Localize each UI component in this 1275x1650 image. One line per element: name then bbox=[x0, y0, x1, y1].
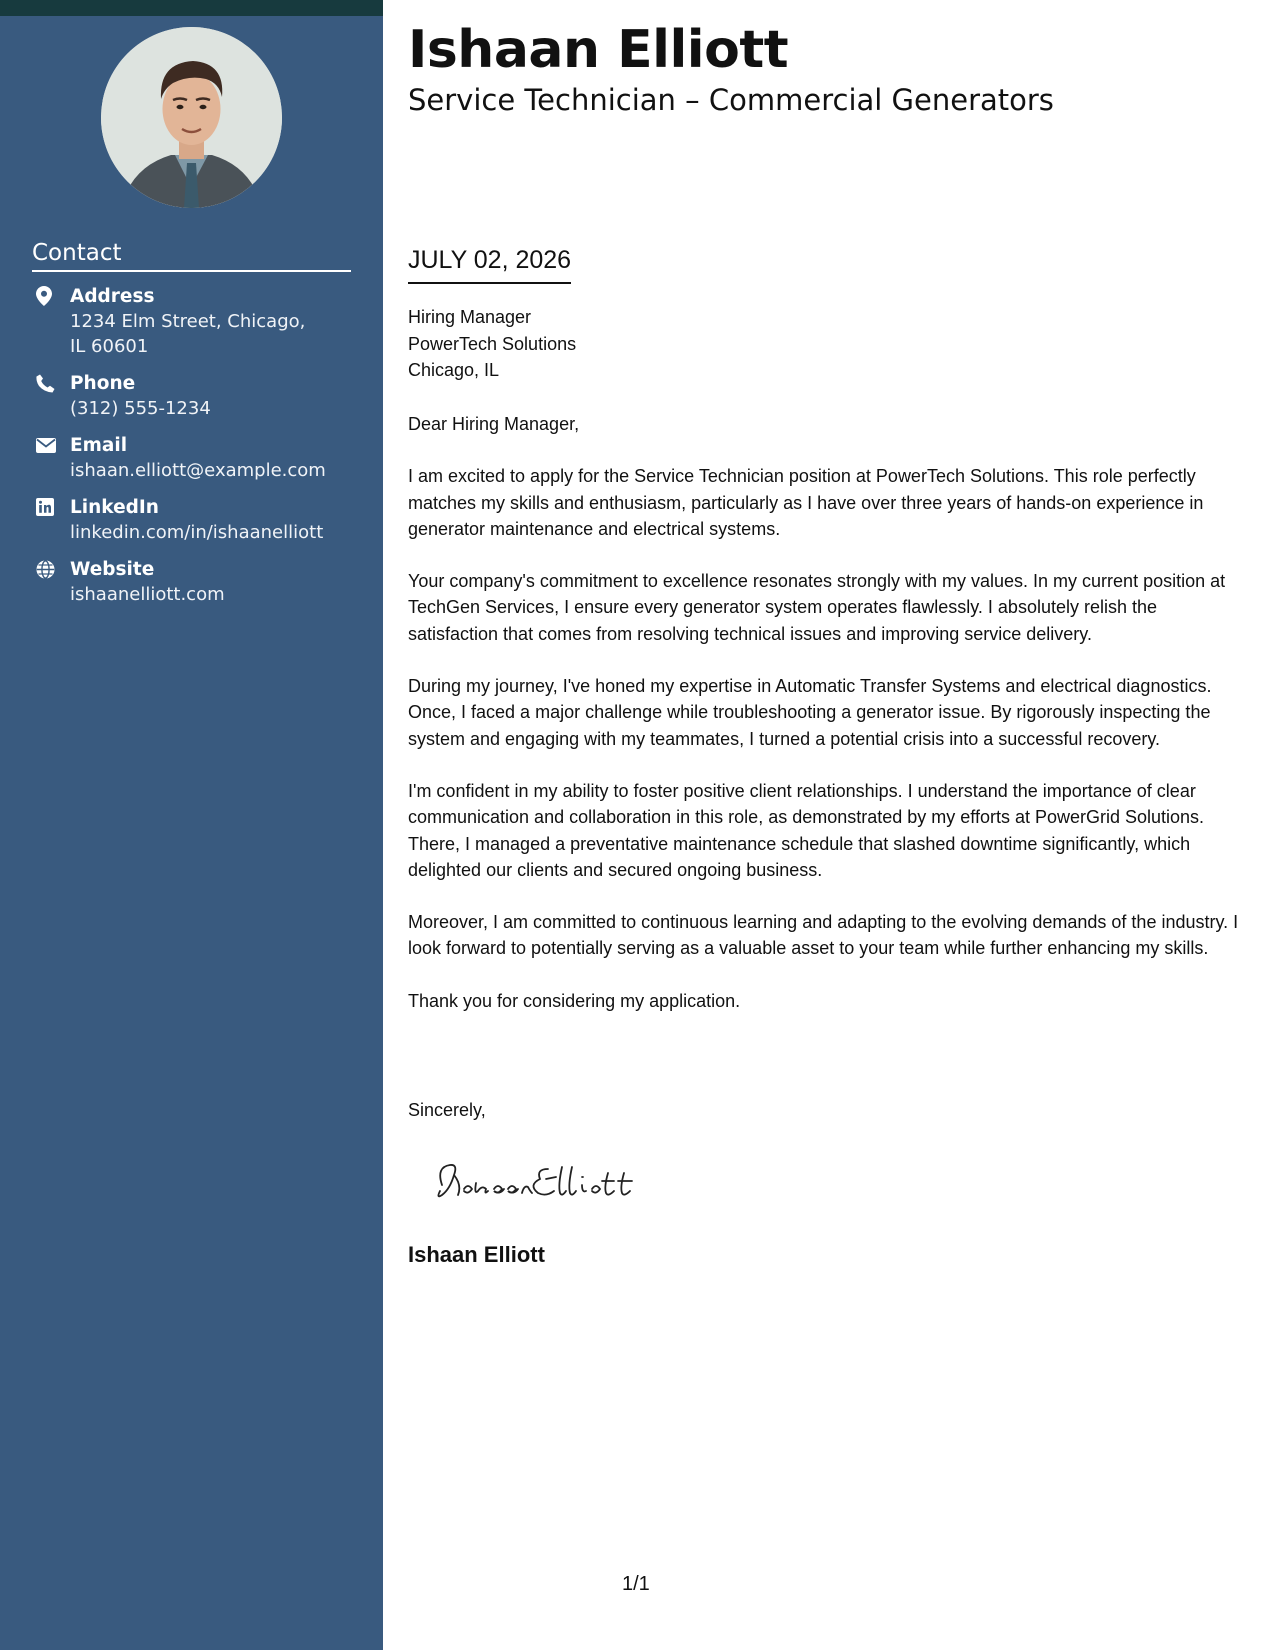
linkedin-value[interactable]: linkedin.com/in/ishaanelliott bbox=[70, 522, 324, 543]
avatar bbox=[101, 27, 282, 208]
contact-label: Email bbox=[70, 435, 128, 456]
recipient-line: PowerTech Solutions bbox=[408, 333, 577, 354]
letter-paragraph: During my journey, I've honed my expertise in Automatic Transfer Systems and electrical diagnostics. Once, I faced a major challenge while troubleshooting a generator issue. By rigorously inspecting the system and engaging with my teammates, I turned a potential crisis into a successful recovery. bbox=[408, 676, 1212, 749]
address-value: 1234 Elm Street, Chicago, IL 60601 bbox=[70, 311, 306, 357]
recipient-line: Hiring Manager bbox=[408, 307, 532, 327]
recipient-block bbox=[408, 304, 576, 384]
contact-label: Address bbox=[70, 286, 155, 307]
letter-paragraph: I'm confident in my ability to foster positive client relationships. I understand the importance of clear communication and collaboration in this role, as demonstrated by my efforts at PowerGrid Solutions. There, I managed a preventative maintenance schedule that slashed downtime significantly, which delighted our clients and secured ongoing business. bbox=[408, 780, 1205, 880]
signer-name: Ishaan Elliott bbox=[408, 1242, 545, 1267]
linkedin-icon bbox=[32, 495, 70, 519]
contact-email bbox=[32, 433, 362, 483]
contact-label: LinkedIn bbox=[70, 497, 159, 518]
email-value[interactable]: ishaan.elliott@example.com bbox=[70, 460, 326, 481]
recipient-line: Chicago, IL bbox=[408, 360, 500, 380]
contact-address bbox=[32, 284, 362, 359]
signature bbox=[428, 1155, 668, 1207]
job-title: Service Technician – Commercial Generators bbox=[408, 83, 1054, 117]
contact-heading: Contact bbox=[32, 240, 351, 272]
contact-phone bbox=[32, 371, 362, 421]
sidebar bbox=[0, 0, 383, 1650]
letter-paragraph: Thank you for considering my application. bbox=[408, 990, 741, 1011]
contact-linkedin bbox=[32, 495, 362, 545]
contact-website bbox=[32, 557, 362, 607]
applicant-name: Ishaan Elliott bbox=[408, 20, 789, 80]
letter-paragraph: I am excited to apply for the Service Technician position at PowerTech Solutions. This role perfectly matches my skills and enthusiasm, particularly as I have over three years of hands-on experience in generator maintenance and electrical systems. bbox=[408, 466, 1204, 539]
sidebar-top-bar bbox=[0, 0, 383, 16]
contact-label: Website bbox=[70, 559, 155, 580]
map-marker-icon bbox=[32, 284, 70, 308]
closing: Sincerely, bbox=[408, 1100, 486, 1120]
page-number: 1/1 bbox=[622, 1573, 650, 1595]
contact-list bbox=[32, 284, 362, 619]
envelope-icon bbox=[32, 433, 70, 457]
letter-paragraph: Moreover, I am committed to continuous learning and adapting to the evolving demands of the industry. I look forward to potentially serving as a valuable asset to your team while further enhancing my skills. bbox=[408, 912, 1239, 959]
website-value[interactable]: ishaanelliott.com bbox=[70, 584, 225, 605]
phone-value[interactable]: (312) 555-1234 bbox=[70, 398, 211, 419]
letter-paragraph: Your company's commitment to excellence resonates strongly with my values. In my current position at TechGen Services, I ensure every generator system operates flawlessly. I absolutely relish the satisfaction that comes from resolving technical issues and improving service delivery. bbox=[408, 571, 1226, 644]
letter-date: JULY 02, 2026 bbox=[408, 244, 571, 284]
globe-icon bbox=[32, 557, 70, 581]
contact-label: Phone bbox=[70, 373, 136, 394]
letter-body bbox=[408, 411, 1248, 1040]
greeting: Dear Hiring Manager, bbox=[408, 414, 580, 434]
phone-icon bbox=[32, 371, 70, 395]
